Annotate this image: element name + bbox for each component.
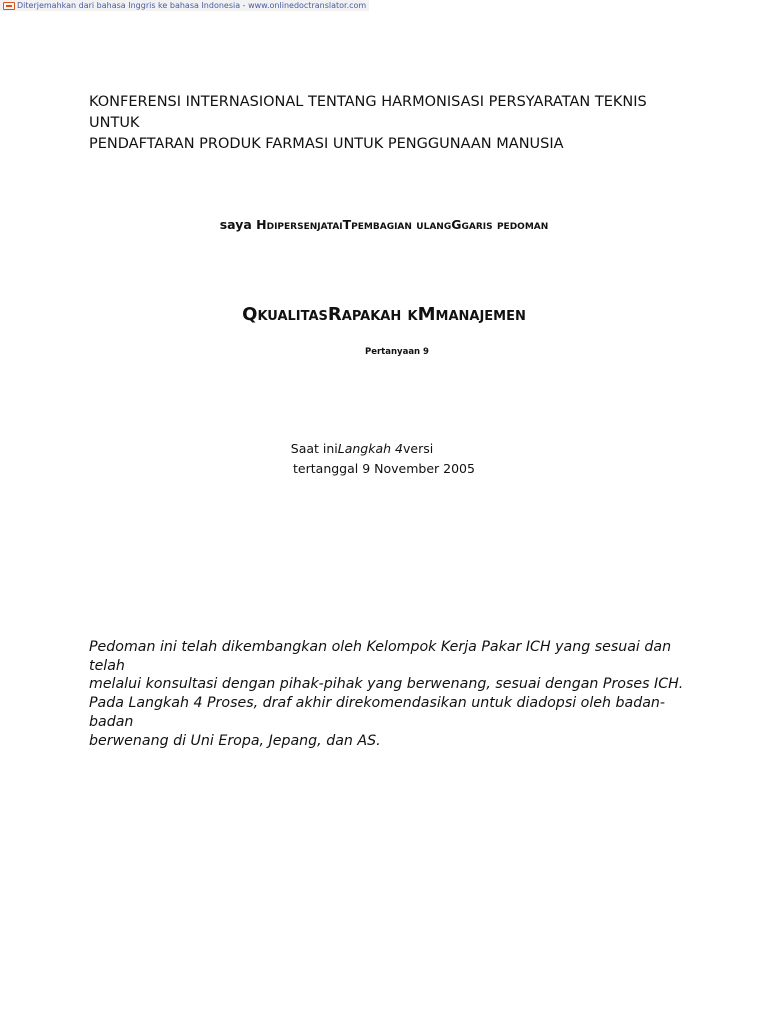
version-date: tertanggal 9 November 2005: [293, 461, 475, 476]
guideline-initial-h: H: [256, 217, 267, 232]
guideline-description: [89, 638, 699, 750]
translation-banner[interactable]: [0, 0, 369, 11]
guideline-part-2: pembagian ulang: [351, 217, 452, 232]
title-part-1: kualitas: [257, 304, 328, 325]
pdf-translate-icon: [3, 2, 15, 10]
title-initial-q: Q: [242, 304, 258, 325]
version-info: [0, 439, 768, 479]
title-part-2: apakah k: [341, 304, 418, 325]
title-initial-r: R: [327, 304, 342, 325]
guideline-part-1: dipersenjatai: [266, 217, 343, 232]
guideline-initial-g: G: [451, 217, 462, 232]
guideline-part-3: garis pedoman: [461, 217, 549, 232]
guideline-label: [0, 216, 768, 234]
version-line: [0, 439, 768, 459]
version-step: Langkah 4: [337, 441, 403, 456]
paragraph-line-3: Pada Langkah 4 Proses, draf akhir direkomendasikan untuk diadopsi oleh badan-badan: [89, 695, 666, 730]
title-initial-m: M: [417, 304, 436, 325]
title-part-3: manajemen: [435, 304, 526, 325]
version-prefix: Saat ini: [290, 441, 338, 456]
version-suffix: versi: [403, 441, 434, 456]
paragraph-line-2: melalui konsultasi dengan pihak-pihak yang berwenang, sesuai dengan Proses ICH.: [89, 676, 684, 693]
document-code: Pertanyaan 9: [365, 347, 429, 357]
conference-heading: [89, 92, 699, 155]
paragraph-line-1: Pedoman ini telah dikembangkan oleh Kelompok Kerja Pakar ICH yang sesuai dan telah: [89, 639, 672, 674]
page-title: [0, 303, 768, 327]
conference-line-2: PENDAFTARAN PRODUK FARMASI UNTUK PENGGUNAAN MANUSIA: [89, 136, 564, 152]
guideline-initial-t: T: [342, 217, 352, 232]
guideline-prefix: saya: [219, 217, 257, 232]
conference-line-1: KONFERENSI INTERNASIONAL TENTANG HARMONISASI PERSYARATAN TEKNIS UNTUK: [89, 94, 647, 131]
paragraph-line-4: berwenang di Uni Eropa, Jepang, dan AS.: [89, 732, 381, 749]
translation-banner-text[interactable]: Diterjemahkan dari bahasa Inggris ke bahasa Indonesia - www.onlinedoctranslator.com: [17, 1, 367, 10]
